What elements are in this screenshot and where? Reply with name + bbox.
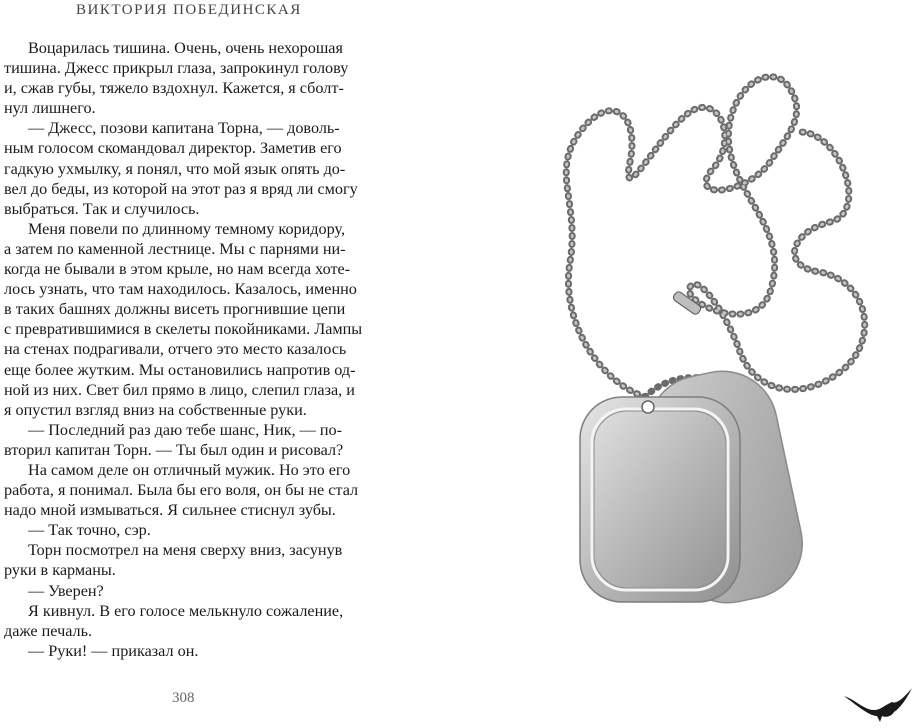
text-line: с превратившимися в скелеты покойниками. Лампы	[4, 320, 363, 339]
text-line: — Руки! — приказал он.	[28, 641, 199, 660]
dog-tag-front	[580, 397, 740, 602]
text-line: лось узнать, что там находилось. Казалось, именно	[4, 280, 357, 299]
text-line: гадкую ухмылку, я понял, что мой язык опять до-	[4, 159, 346, 178]
text-line: Я кивнул. В его голосе мелькнуло сожаление,	[28, 601, 344, 620]
raven-logo-icon	[842, 686, 914, 724]
text-line: — Уверен?	[28, 581, 104, 600]
text-line: а затем по каменной лестнице. Мы с парнями ни-	[4, 239, 346, 258]
text-line: ной из них. Свет бил прямо в лицо, слепил глаза, и	[4, 380, 355, 399]
text-line: надо мной измываться. Я сильнее стиснул зубы.	[4, 501, 336, 520]
text-line: Торн посмотрел на меня сверху вниз, засунув	[28, 541, 343, 560]
ball-chain	[566, 77, 864, 397]
text-line: нул лишнего.	[4, 99, 96, 118]
text-line: Воцарилась тишина. Очень, очень нехорошая	[28, 39, 343, 57]
text-line: — Последний раз даю тебе шанс, Ник, — по-	[28, 420, 343, 439]
text-line: вел до беды, из которой на этот раз я вряд ли смогу	[4, 179, 358, 198]
text-line: руки в карманы.	[4, 561, 116, 580]
text-line: на стенах подрагивали, отчего это место казалось	[4, 340, 347, 359]
text-line: еще более жутким. Мы остановились напротив од-	[4, 360, 356, 379]
text-line: работа, я понимал. Была бы его воля, он бы не стал	[4, 481, 359, 500]
text-line: — Так точно, сэр.	[28, 521, 151, 540]
text-line: когда не бывали в этом крыле, но нам всегда хоте-	[4, 260, 351, 279]
text-line: — Джесс, позови капитана Торна, — доволь-	[28, 119, 340, 138]
text-line: На самом деле он отличный мужик. Но это его	[28, 460, 351, 479]
text-line: ным голосом скомандовал директор. Заметив его	[4, 139, 342, 158]
text-line: Меня повели по длинному темному коридору,	[28, 219, 346, 238]
text-line: вторил капитан Торн. — Ты был один и рисовал?	[4, 440, 344, 459]
text-line: в таких башнях должны висеть прогнившие цепи	[4, 300, 346, 319]
body-text	[4, 38, 370, 661]
text-line: даже печаль.	[4, 621, 93, 640]
text-line: и, сжав губы, тяжело вздохнул. Кажется, я сболт-	[4, 79, 344, 98]
running-header-author: ВИКТОРИЯ ПОБЕДИНСКАЯ	[76, 2, 302, 18]
text-line: тишина. Джесс прикрыл глаза, запрокинул голову	[4, 59, 349, 78]
text-line: я опустил взгляд вниз на собственные руки.	[4, 400, 307, 419]
dog-tags-illustration	[540, 72, 919, 632]
text-line: выбраться. Так и случилось.	[4, 199, 200, 218]
page-number: 308	[172, 690, 195, 706]
